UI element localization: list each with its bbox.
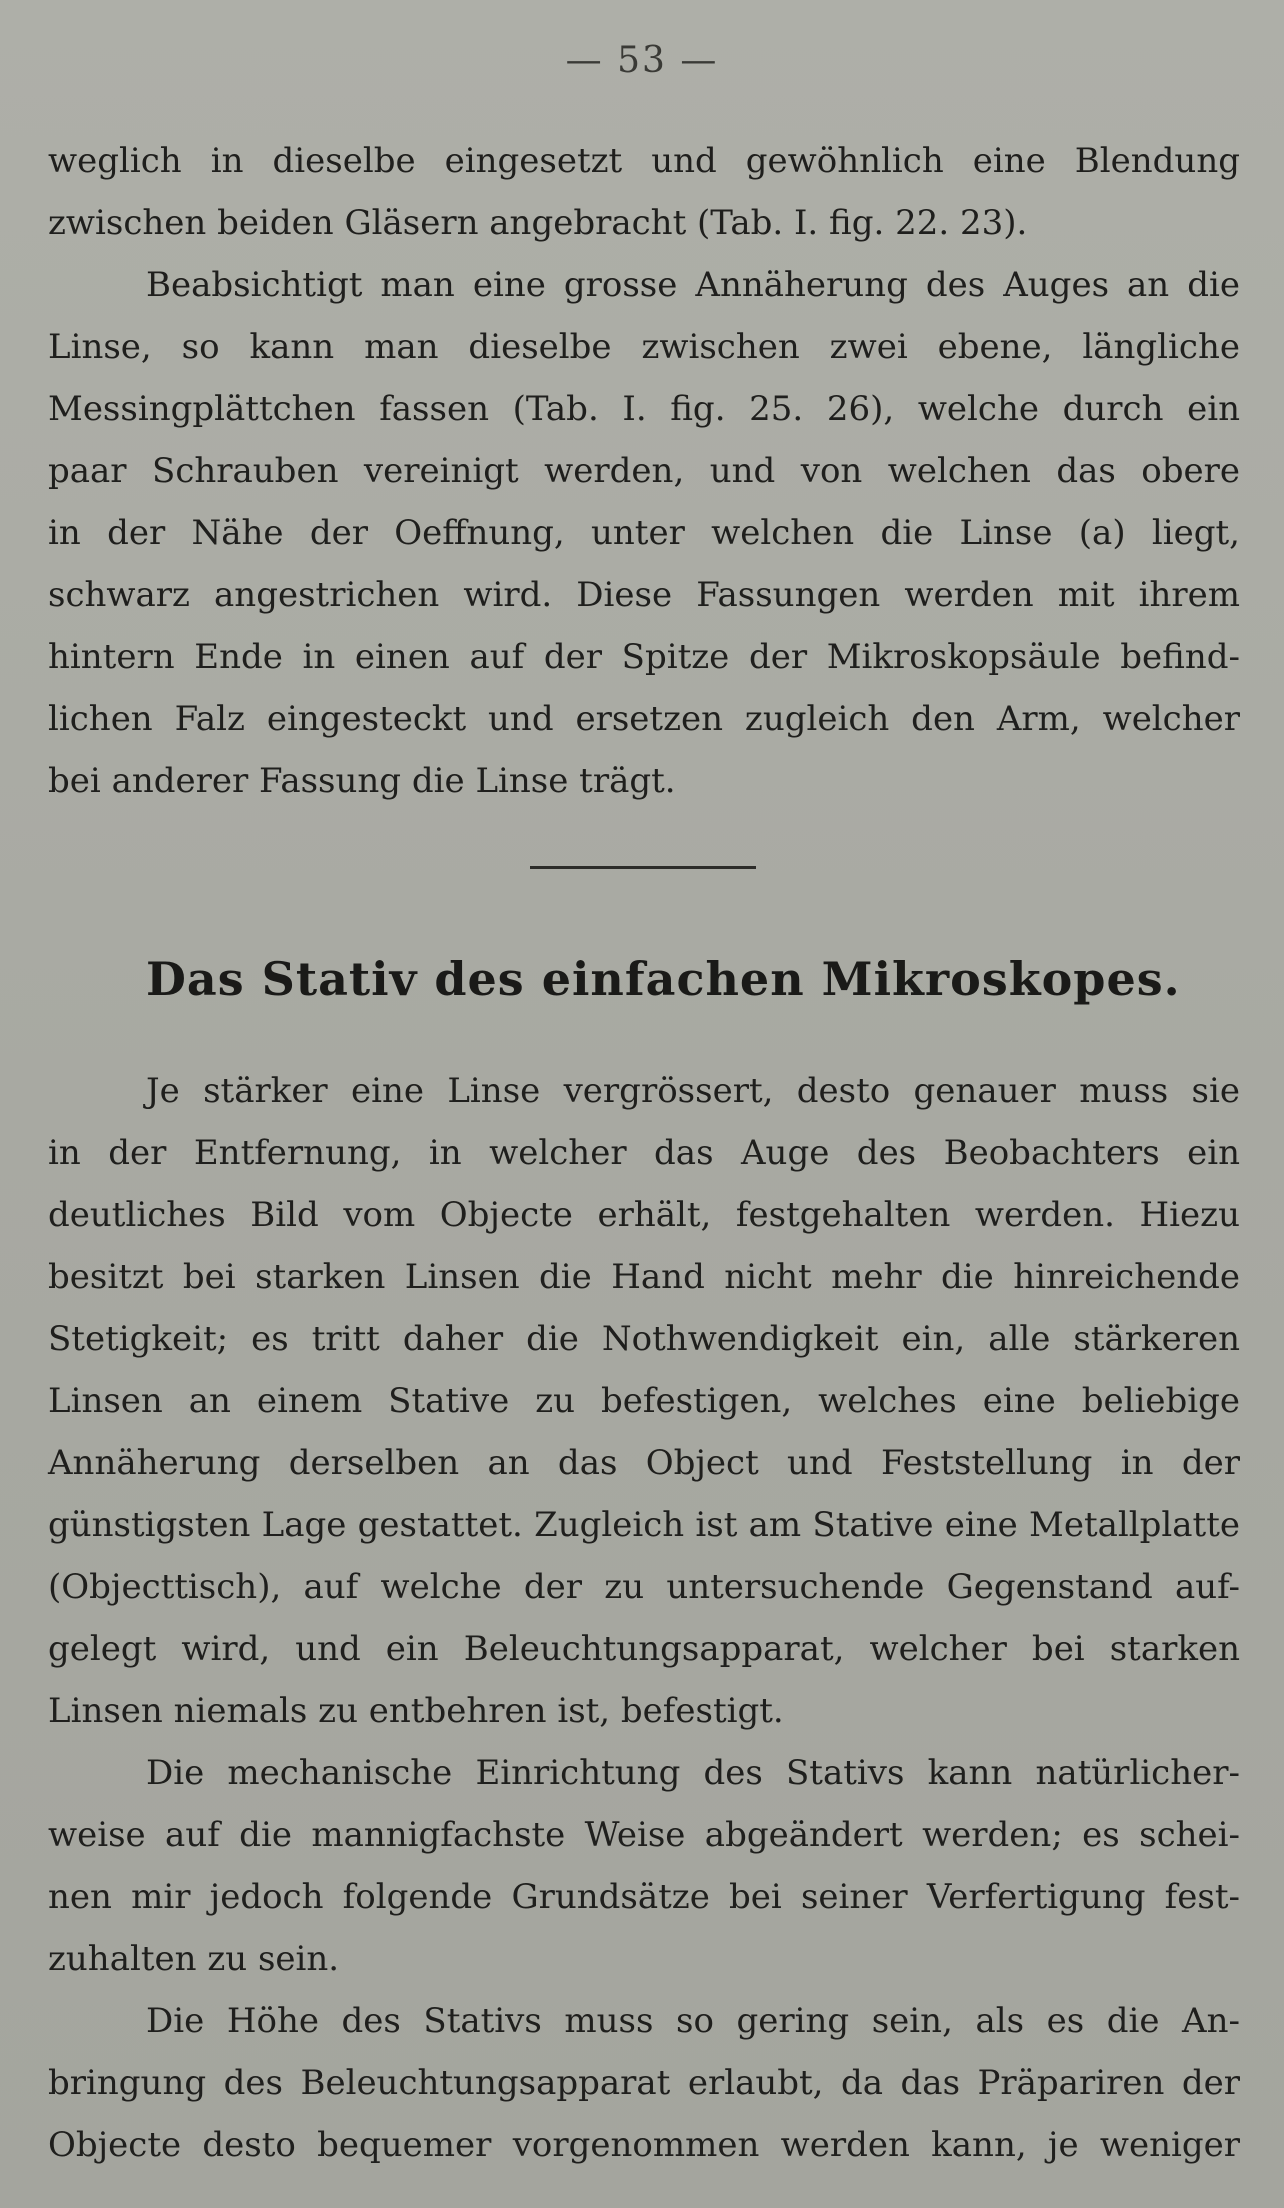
section-heading: Das Stativ des einfachen Mikroskopes.: [146, 952, 1181, 1006]
text-line: Linse, so kann man dieselbe zwischen zwei ebene, längliche: [48, 327, 1240, 367]
text-line: hintern Ende in einen auf der Spitze der Mikroskopsäule befind-: [48, 637, 1240, 677]
text-line: Je stärker eine Linse vergrössert, desto genauer muss sie: [146, 1071, 1240, 1111]
text-line: in der Nähe der Oeffnung, unter welchen die Linse (a) liegt,: [48, 513, 1240, 553]
text-line: Messingplättchen fassen (Tab. I. fig. 25. 26), welche durch ein: [48, 389, 1240, 429]
text-line: Die mechanische Einrichtung des Stativs kann natürlicher-: [146, 1753, 1240, 1793]
text-line: deutliches Bild vom Objecte erhält, festgehalten werden. Hiezu: [48, 1195, 1240, 1235]
text-line: schwarz angestrichen wird. Diese Fassungen werden mit ihrem: [48, 575, 1240, 615]
text-line: Linsen an einem Stative zu befestigen, welches eine beliebige: [48, 1381, 1240, 1421]
text-line: paar Schrauben vereinigt werden, und von welchen das obere: [48, 451, 1240, 491]
text-line: weglich in dieselbe eingesetzt und gewöhnlich eine Blendung: [48, 141, 1240, 181]
text-line: besitzt bei starken Linsen die Hand nicht mehr die hinreichende: [48, 1257, 1240, 1297]
text-line: lichen Falz eingesteckt und ersetzen zugleich den Arm, welcher: [48, 699, 1240, 739]
text-line: Objecte desto bequemer vorgenommen werden kann, je weniger: [48, 2125, 1240, 2165]
text-line: weise auf die mannigfachste Weise abgeändert werden; es schei-: [48, 1815, 1240, 1855]
text-line: günstigsten Lage gestattet. Zugleich ist am Stative eine Metallplatte: [48, 1505, 1240, 1545]
text-line: zuhalten zu sein.: [48, 1939, 340, 1979]
section-divider: [530, 866, 756, 869]
text-line: Annäherung derselben an das Object und Feststellung in der: [48, 1443, 1240, 1483]
paragraph-block-top: [48, 130, 1240, 812]
text-line: Die Höhe des Stativs muss so gering sein, als es die An-: [146, 2001, 1240, 2041]
text-line: gelegt wird, und ein Beleuchtungsapparat, welcher bei starken: [48, 1629, 1240, 1669]
text-line: Stetigkeit; es tritt daher die Nothwendigkeit ein, alle stärkeren: [48, 1319, 1240, 1359]
text-line: (Objecttisch), auf welche der zu untersuchende Gegenstand auf-: [48, 1567, 1240, 1607]
text-line: Linsen niemals zu entbehren ist, befestigt.: [48, 1691, 784, 1731]
text-line: zwischen beiden Gläsern angebracht (Tab. I. fig. 22. 23).: [48, 203, 1028, 243]
paragraph-block-main: [48, 1060, 1240, 2176]
text-line: nen mir jedoch folgende Grundsätze bei seiner Verfertigung fest-: [48, 1877, 1240, 1917]
text-line: bringung des Beleuchtungsapparat erlaubt, da das Präpariren der: [48, 2063, 1240, 2103]
text-line: bei anderer Fassung die Linse trägt.: [48, 761, 676, 801]
page-number: — 53 —: [565, 40, 719, 81]
text-line: in der Entfernung, in welcher das Auge des Beobachters ein: [48, 1133, 1240, 1173]
text-line: Beabsichtigt man eine grosse Annäherung des Auges an die: [146, 265, 1240, 305]
